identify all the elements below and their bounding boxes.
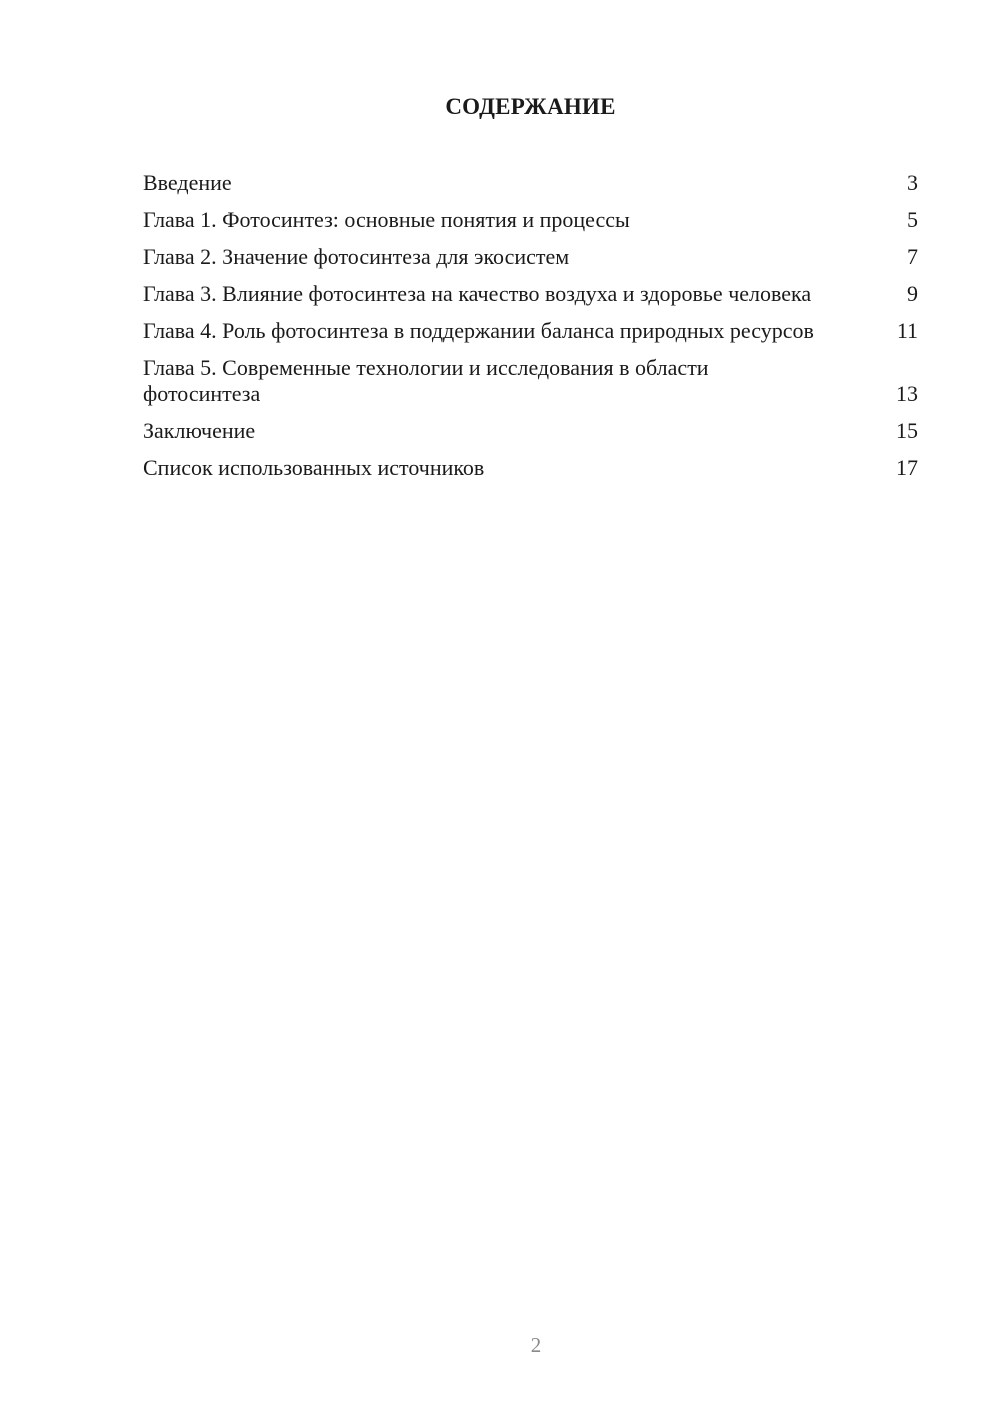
toc-entry-page: 17 — [896, 455, 918, 480]
toc-entry-page: 9 — [907, 281, 918, 306]
toc-entry-conclusion — [143, 418, 918, 444]
toc-entry-chapter-2 — [143, 244, 918, 270]
toc-entry-title: Глава 5. Современные технологии и исследования в области фотосинтеза — [143, 355, 709, 406]
toc-entry-title: Глава 1. Фотосинтез: основные понятия и процессы — [143, 207, 630, 232]
toc-entry-title: Глава 4. Роль фотосинтеза в поддержании баланса природных ресурсов — [143, 318, 814, 343]
toc-entry-page: 5 — [907, 207, 918, 232]
toc-entry-title: Глава 2. Значение фотосинтеза для экосистем — [143, 244, 570, 269]
toc-entry-chapter-1 — [143, 207, 918, 233]
toc-entry-introduction — [143, 170, 918, 196]
toc-entry-references — [143, 455, 918, 481]
page-title: СОДЕРЖАНИЕ — [445, 94, 616, 119]
toc-entry-title: Введение — [143, 170, 232, 195]
toc-entry-chapter-5 — [143, 355, 918, 407]
toc-entry-page: 7 — [907, 244, 918, 269]
toc-entry-chapter-3 — [143, 281, 918, 307]
toc-entry-page: 13 — [896, 381, 918, 406]
toc-entry-chapter-4 — [143, 318, 918, 344]
toc-entry-page: 11 — [896, 318, 918, 343]
toc-entry-title: Заключение — [143, 418, 256, 443]
toc-entry-page: 3 — [907, 170, 918, 195]
table-of-contents — [143, 170, 918, 492]
toc-entry-title: Глава 3. Влияние фотосинтеза на качество воздуха и здоровье человека — [143, 281, 812, 306]
toc-entry-page: 15 — [896, 418, 918, 443]
toc-entry-title: Список использованных источников — [143, 455, 485, 480]
page-number: 2 — [530, 1333, 542, 1357]
